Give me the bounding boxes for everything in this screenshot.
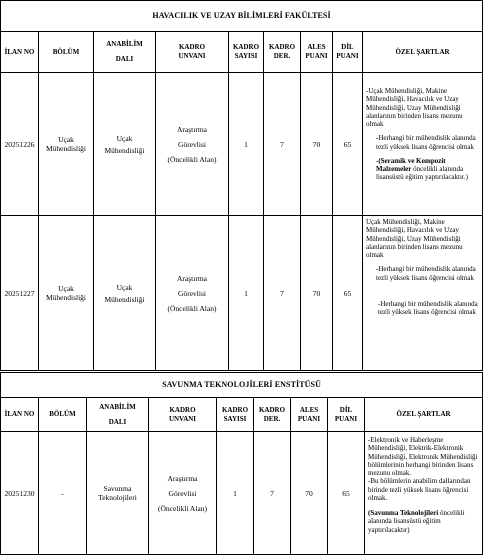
ilan-no-cell: 20251230 bbox=[1, 432, 39, 555]
header-kadro-sayisi-line1: KADRO bbox=[221, 405, 249, 414]
requirement-3-bold: (Savunma Teknolojileri bbox=[368, 509, 439, 517]
header-dil bbox=[333, 32, 363, 73]
header-kadro-sayisi bbox=[229, 32, 264, 73]
header-anabilim-line2: DALI bbox=[115, 55, 134, 63]
unvan-line2: Görevlisi bbox=[178, 139, 206, 149]
kadro-sayisi-cell: 1 bbox=[229, 73, 264, 216]
ozel-sartlar-cell bbox=[365, 432, 483, 555]
unvan-line1: Araştırma bbox=[177, 124, 207, 134]
requirement-3-rest: öncelikli alanında lisansüstü eğitim yaptırılacaktır) bbox=[368, 509, 465, 534]
header-kadro-der-line1: KADRO bbox=[268, 43, 296, 52]
header-ales bbox=[291, 398, 328, 432]
bolum-cell bbox=[39, 73, 94, 216]
requirement-3-rest: öncelikli alanında lisansüstü eğitim yaptırılacaktır.) bbox=[376, 165, 468, 182]
header-dil-line2: PUANI bbox=[334, 414, 358, 423]
header-anabilim bbox=[94, 32, 156, 73]
header-bolum: BÖLÜM bbox=[39, 398, 87, 432]
header-kadro-der bbox=[254, 398, 291, 432]
requirement-2: -Bu bölümlerin anabilim dallarından birinde tezli yüksek lisans öğrencisi olmak. bbox=[368, 477, 471, 502]
unvan-cell bbox=[156, 73, 229, 216]
bolum-cell bbox=[39, 216, 94, 371]
dil-cell: 65 bbox=[333, 216, 363, 371]
header-kadro-sayisi-line2: SAYISI bbox=[223, 414, 247, 423]
header-kadro-sayisi bbox=[217, 398, 254, 432]
ilan-no-cell: 20251226 bbox=[1, 73, 39, 216]
header-kadro-unvani bbox=[149, 398, 217, 432]
requirement-3: -Herhangi bir mühendislik alanında tezli yüksek lisans öğrencisi olmak bbox=[378, 299, 478, 316]
bolum-line1: Uçak bbox=[58, 135, 74, 144]
requirement-2: -Herhangi bir mühendislik alanında tezli yüksek lisans öğrencisi olmak bbox=[376, 265, 476, 282]
section-title: HAVACILIK VE UZAY BİLİMLERİ FAKÜLTESİ bbox=[1, 1, 483, 32]
header-kadro-unvani bbox=[156, 32, 229, 73]
header-dil-line1: DİL bbox=[339, 405, 353, 414]
header-dil-line1: DİL bbox=[341, 43, 354, 52]
header-anabilim-line1: ANABİLİM bbox=[106, 40, 143, 49]
header-ilan-no: İLAN NO bbox=[1, 398, 39, 432]
anabilim-line1: Savunma bbox=[103, 484, 132, 493]
unvan-cell bbox=[156, 216, 229, 371]
unvan-line1: Araştırma bbox=[167, 473, 198, 483]
kadro-sayisi-cell: 1 bbox=[229, 216, 264, 371]
kadro-sayisi-cell: 1 bbox=[217, 432, 254, 555]
bolum-line1: Uçak bbox=[58, 284, 74, 293]
dil-cell: 65 bbox=[328, 432, 365, 555]
unvan-line3: (Öncelikli Alan) bbox=[167, 154, 217, 164]
anabilim-cell bbox=[87, 432, 149, 555]
header-kadro-der-line2: DER. bbox=[273, 52, 291, 60]
header-bolum: BÖLÜM bbox=[39, 32, 94, 73]
table-row bbox=[1, 73, 483, 216]
anabilim-line2: Mühendisliği bbox=[104, 294, 145, 304]
header-ales bbox=[301, 32, 333, 73]
header-ales-line1: ALES bbox=[299, 405, 319, 414]
anabilim-cell bbox=[94, 216, 156, 371]
anabilim-cell bbox=[94, 73, 156, 216]
anabilim-line1: Uçak bbox=[116, 133, 133, 143]
header-anabilim bbox=[87, 398, 149, 432]
header-kadro-unvani-line2: UNVANI bbox=[178, 52, 206, 60]
header-ales-line2: PUANI bbox=[297, 414, 321, 423]
unvan-line3: (Öncelikli Alan) bbox=[167, 303, 217, 313]
requirement-2: -Herhangi bir mühendislik alanında tezli yüksek lisans öğrencisi olmak bbox=[376, 134, 476, 151]
section-title: SAVUNMA TEKNOLOJİLERİ ENSTİTÜSÜ bbox=[1, 373, 483, 398]
header-kadro-der bbox=[264, 32, 301, 73]
header-kadro-unvani-line2: UNVANI bbox=[168, 414, 197, 423]
dil-cell: 65 bbox=[333, 73, 363, 216]
header-kadro-unvani-line1: KADRO bbox=[169, 405, 196, 414]
ales-cell: 70 bbox=[301, 73, 333, 216]
header-ozel-sartlar: ÖZEL ŞARTLAR bbox=[365, 398, 483, 432]
ales-cell: 70 bbox=[291, 432, 328, 555]
header-ozel-sartlar: ÖZEL ŞARTLAR bbox=[363, 32, 483, 73]
requirement-1: -Uçak Mühendisliği, Makine Mühendisliği, Havacılık ve Uzay Mühendisliği, Uzay Mühendisliği alanlarının birinden lisans mezunu olmak bbox=[366, 87, 463, 128]
header-anabilim-line1: ANABİLİM bbox=[99, 402, 136, 411]
kadro-der-cell: 7 bbox=[264, 73, 301, 216]
header-kadro-sayisi-line1: KADRO bbox=[232, 43, 260, 52]
header-ales-line2: PUANI bbox=[305, 52, 328, 60]
bolum-line2: Mühendisliği bbox=[45, 144, 86, 153]
header-ilan-no: İLAN NO bbox=[1, 32, 39, 73]
anabilim-line2: Mühendisliği bbox=[104, 145, 145, 155]
unvan-cell bbox=[149, 432, 217, 555]
header-dil bbox=[328, 398, 365, 432]
header-ales-line1: ALES bbox=[307, 43, 326, 52]
header-kadro-sayisi-line2: SAYISI bbox=[234, 52, 258, 60]
table-row bbox=[1, 216, 483, 371]
header-anabilim-line2: DALI bbox=[108, 417, 127, 426]
bolum-line2: Mühendisliği bbox=[45, 293, 86, 302]
header-kadro-der-line1: KADRO bbox=[258, 405, 286, 414]
kadro-der-cell: 7 bbox=[264, 216, 301, 371]
header-kadro-der-line2: DER. bbox=[263, 414, 281, 423]
kadro-der-cell: 7 bbox=[254, 432, 291, 555]
ozel-sartlar-cell bbox=[363, 216, 483, 371]
unvan-line2: Görevlisi bbox=[168, 488, 197, 498]
unvan-line3: (Öncelikli Alan) bbox=[158, 503, 207, 513]
ilan-no-cell: 20251227 bbox=[1, 216, 39, 371]
ozel-sartlar-cell bbox=[363, 73, 483, 216]
table-row bbox=[1, 432, 483, 555]
anabilim-line2: Teknolojileri bbox=[98, 493, 137, 502]
header-dil-line2: PUANI bbox=[336, 52, 359, 60]
institute-positions-table bbox=[0, 372, 483, 555]
requirement-1: Uçak Mühendisliği, Makine Mühendisliği, Havacılık ve Uzay Mühendisliği, Uzay Mühendisliği alanlarının birinden lisans mezunu olmak bbox=[366, 218, 463, 259]
requirement-1: -Elektronik ve Haberleşme Mühendisliği, Elektrik-Elektronik Mühendisliği, Elektronik Mühendisliği bölümlerinin herhangi birinden lisans mezunu olmak. bbox=[368, 436, 478, 477]
unvan-line1: Araştırma bbox=[177, 273, 207, 283]
ales-cell: 70 bbox=[301, 216, 333, 371]
bolum-cell: - bbox=[39, 432, 87, 555]
unvan-line2: Görevlisi bbox=[178, 288, 206, 298]
anabilim-line1: Uçak bbox=[116, 282, 133, 292]
requirement-3-bold: -(Seramik ve Kompozit Malzemeler bbox=[376, 156, 446, 173]
header-kadro-unvani-line1: KADRO bbox=[178, 43, 206, 52]
